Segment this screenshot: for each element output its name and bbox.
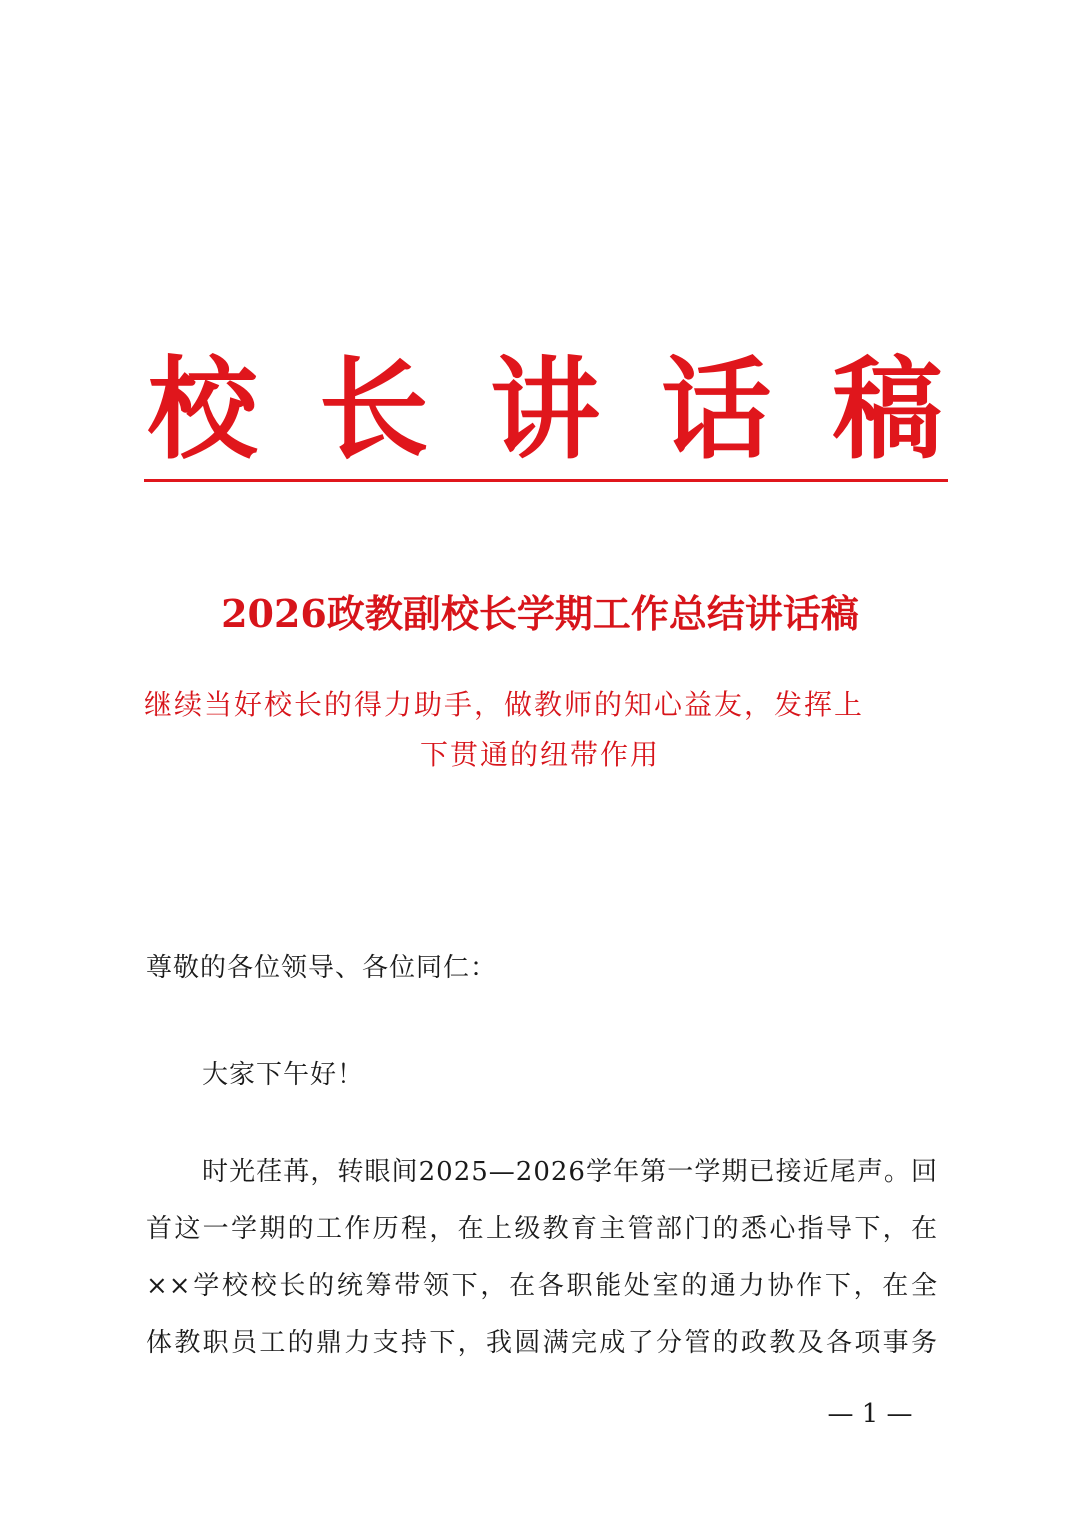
masthead-char: 校: [147, 345, 258, 474]
greeting: 大家下午好！: [202, 1060, 365, 1090]
masthead-char: 稿: [832, 345, 943, 474]
paragraph-line: 首这一学期的工作历程，在上级教育主管部门的悉心指导下，在: [146, 1214, 938, 1244]
masthead-char: 讲: [490, 345, 600, 474]
masthead-title: [140, 345, 950, 474]
masthead-divider: [144, 479, 948, 482]
body-paragraph: [146, 1144, 938, 1372]
masthead-char: 长: [318, 345, 429, 474]
document-title: 2026政教副校长学期工作总结讲话稿: [221, 591, 859, 636]
masthead-char: 话: [661, 345, 772, 474]
paragraph-line: 时光荏苒，转眼间2025—2026学年第一学期已接近尾声。回: [202, 1157, 938, 1187]
subtitle-line: 继续当好校长的得力助手，做教师的知心益友，发挥上: [144, 688, 865, 721]
paragraph-line: ××学校校长的统筹带领下，在各职能处室的通力协作下，在全: [146, 1271, 938, 1301]
document-subtitle: [144, 680, 936, 780]
page-number: — 1 —: [827, 1399, 913, 1429]
subtitle-line: 下贯通的纽带作用: [419, 738, 660, 771]
paragraph-line: 体教职员工的鼎力支持下，我圆满完成了分管的政教及各项事务: [146, 1328, 938, 1358]
salutation: 尊敬的各位领导、各位同仁：: [146, 953, 498, 983]
